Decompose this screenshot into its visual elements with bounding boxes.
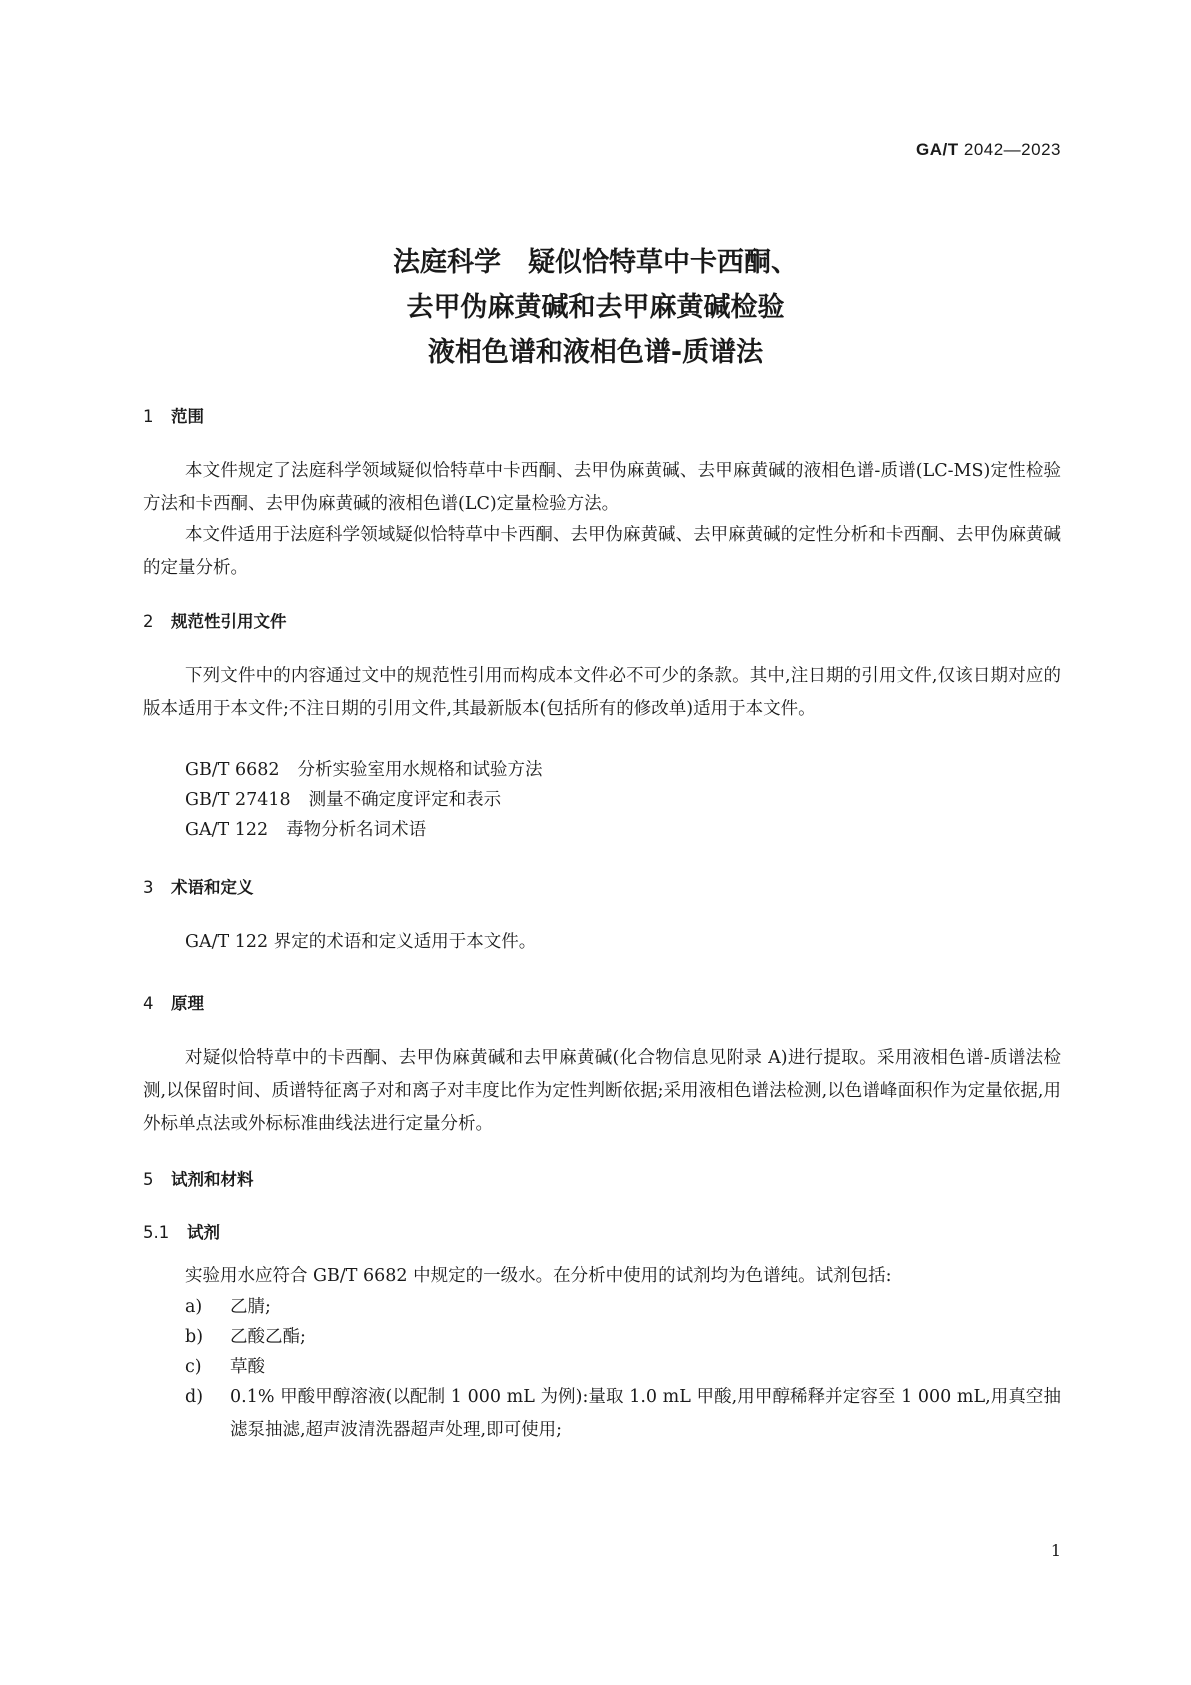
subsection-title: 试剂 [187, 1223, 220, 1242]
section-number: 1 [143, 407, 154, 426]
normative-reference-2 [185, 784, 501, 817]
reagent-list-item-d [185, 1381, 1061, 1447]
reagent-list-item-b [185, 1321, 1061, 1354]
section-number: 4 [143, 994, 154, 1013]
section-title: 范围 [171, 407, 204, 426]
section-3-heading [143, 874, 254, 898]
normative-reference-1 [185, 754, 543, 787]
list-item-text: 草酸 [230, 1357, 265, 1377]
list-item-text: 0.1% 甲酸甲醇溶液(以配制 1 000 mL 为例):量取 1.0 mL 甲酸,用甲醇稀释并定容至 1 000 mL,用真空抽滤泵抽滤,超声波清洗器超声处理,即可使用; [230, 1387, 1061, 1440]
list-item-text: 乙酸乙酯; [230, 1327, 306, 1347]
section-title: 规范性引用文件 [171, 612, 287, 631]
reference-name: 毒物分析名词术语 [286, 820, 427, 840]
reagent-list-item-a [185, 1291, 1061, 1324]
reference-code: GB/T 6682 [185, 760, 280, 780]
title-line-1: 法庭科学 疑似恰特草中卡西酮、 [393, 247, 798, 278]
list-item-label: b) [185, 1327, 204, 1347]
section-title: 试剂和材料 [171, 1170, 254, 1189]
section-title: 原理 [171, 994, 204, 1013]
reference-code: GA/T 122 [185, 820, 269, 840]
section-5-heading [143, 1166, 254, 1190]
section-4-heading [143, 990, 204, 1014]
section-2-paragraph-1: 下列文件中的内容通过文中的规范性引用而构成本文件必不可少的条款。其中,注日期的引用文件,仅该日期对应的版本适用于本文件;不注日期的引用文件,其最新版本(包括所有的修改单)适用于本文件。 [143, 666, 1061, 719]
page-number: 1 [1050, 1541, 1061, 1560]
reference-name: 分析实验室用水规格和试验方法 [297, 760, 543, 780]
reagent-list-item-c [185, 1351, 1061, 1384]
document-code [916, 140, 1061, 160]
document-code-prefix: GA/T [916, 140, 959, 159]
list-item-label: d) [185, 1387, 204, 1407]
section-number: 3 [143, 878, 154, 897]
document-title [0, 240, 1191, 375]
reference-code: GB/T 27418 [185, 790, 291, 810]
subsection-5-1-paragraph-1: 实验用水应符合 GB/T 6682 中规定的一级水。在分析中使用的试剂均为色谱纯。试剂包括: [185, 1266, 892, 1286]
list-item-label: a) [185, 1297, 203, 1317]
title-line-3: 液相色谱和液相色谱-质谱法 [427, 337, 764, 368]
normative-reference-3 [185, 814, 426, 847]
section-1-paragraph-2: 本文件适用于法庭科学领域疑似恰特草中卡西酮、去甲伪麻黄碱、去甲麻黄碱的定性分析和卡西酮、去甲伪麻黄碱的定量分析。 [143, 525, 1061, 578]
section-2-heading [143, 608, 287, 632]
list-item-text: 乙腈; [230, 1297, 271, 1317]
list-item-label: c) [185, 1357, 202, 1377]
section-1-paragraph-1: 本文件规定了法庭科学领域疑似恰特草中卡西酮、去甲伪麻黄碱、去甲麻黄碱的液相色谱-质谱(LC-MS)定性检验方法和卡西酮、去甲伪麻黄碱的液相色谱(LC)定量检验方法。 [143, 461, 1061, 514]
section-1-heading [143, 403, 204, 427]
subsection-number: 5.1 [143, 1223, 170, 1242]
section-number: 2 [143, 612, 154, 631]
section-4-paragraph-1: 对疑似恰特草中的卡西酮、去甲伪麻黄碱和去甲麻黄碱(化合物信息见附录 A)进行提取。采用液相色谱-质谱法检测,以保留时间、质谱特征离子对和离子对丰度比作为定性判断依据;采用液相色谱法检测,以色谱峰面积作为定量依据,用外标单点法或外标标准曲线法进行定量分析。 [143, 1048, 1061, 1134]
section-title: 术语和定义 [171, 878, 254, 897]
document-code-number: 2042—2023 [963, 140, 1061, 159]
section-number: 5 [143, 1170, 154, 1189]
section-3-paragraph-1: GA/T 122 界定的术语和定义适用于本文件。 [185, 932, 537, 952]
reference-name: 测量不确定度评定和表示 [308, 790, 502, 810]
subsection-5-1-heading [143, 1219, 220, 1243]
title-line-2: 去甲伪麻黄碱和去甲麻黄碱检验 [406, 292, 785, 323]
